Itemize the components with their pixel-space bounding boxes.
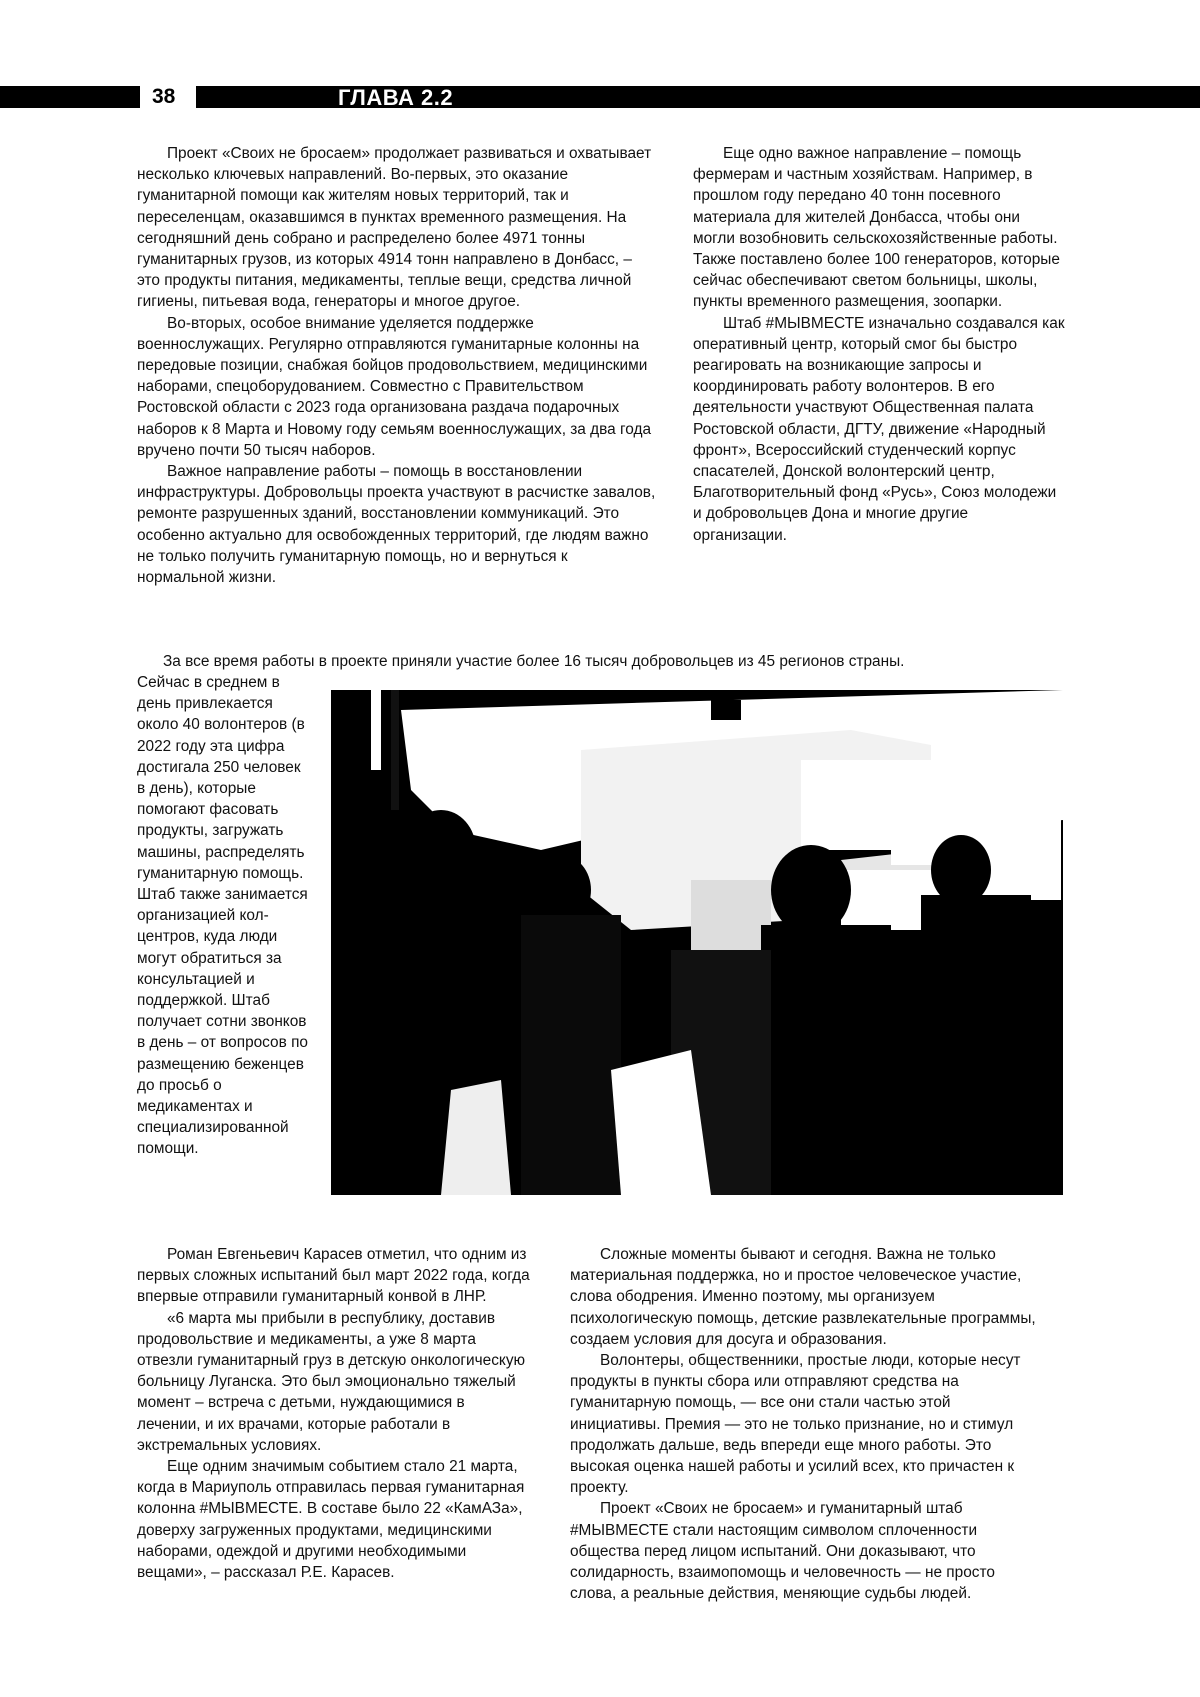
paragraph: Волонтеры, общественники, простые люди, которые несут продукты в пункты сбора или отправляют средства на гуманитарную помощь, — все они стали частью этой инициативы. Премия — это не только признание, но и стимул продолжать дальше, ведь впереди еще много работы. Это высокая оценка нашей работы и усилий всех, кто причастен к проекту. bbox=[570, 1352, 1021, 1497]
paragraph: Проект «Своих не бросаем» и гуманитарный штаб #МЫВМЕСТЕ стали настоящим символом сплоченности общества перед лицом испытаний. Они доказывают, что солидарность, взаимопомощь и человечность — не просто слова, а реальные действия, меняющие судьбы людей. bbox=[570, 1500, 995, 1603]
header-bar-right bbox=[196, 86, 1200, 108]
paragraph: Проект «Своих не бросаем» продолжает развиваться и охватывает несколько ключевых направлений. Во-первых, это оказание гуманитарной помощи как жителям новых территорий, так и переселенцам, оказавшимся в пунктах временного размещения. На сегодняшний день собрано и распределено более 4971 тонны гуманитарных грузов, из которых 4914 тонн направлено в Донбасс, – это продукты питания, медикаменты, теплые вещи, средства личной гигиены, питьевая вода, генераторы и многое другое. bbox=[137, 145, 652, 311]
paragraph: Роман Евгеньевич Карасев отметил, что одним из первых сложных испытаний был март 2022 года, когда впервые отправили гуманитарный конвой в ЛНР. bbox=[137, 1246, 530, 1306]
article-column-bottom-left bbox=[137, 1244, 532, 1583]
article-column-top-left bbox=[137, 143, 657, 588]
paragraph: Во-вторых, особое внимание уделяется поддержке военнослужащих. Регулярно отправляются гуманитарные колонны на передовые позиции, снабжая бойцов продовольствием, медицинскими наборами, спецоборудованием. Совместно с Правительством Ростовской области с 2023 года организована раздача подарочных наборов к 8 Марта и Новому году семьям военнослужащих, за два года вручено почти 50 тысяч наборов. bbox=[137, 314, 651, 459]
sidebar-lead-sentence: За все время работы в проекте приняли участие более 16 тысяч добровольцев из 45 регионов страны. bbox=[163, 653, 905, 670]
paragraph: Еще одним значимым событием стало 21 марта, когда в Мариуполь отправилась первая гуманитарная колонна #МЫВМЕСТЕ. В составе было 22 «КамАЗа», доверху загруженных продуктами, медицинскими наборами, одеждой и другими необходимыми вещами», – рассказал Р.Е. Карасев. bbox=[137, 1458, 525, 1582]
header-bar-left bbox=[0, 86, 140, 108]
paragraph: Сложные моменты бывают и сегодня. Важна не только материальная поддержка, но и простое человеческое участие, слова ободрения. Именно поэтому, мы организуем психологическую помощь, детские развлекательные программы, создаем условия для досуга и образования. bbox=[570, 1246, 1036, 1348]
article-column-top-right bbox=[693, 143, 1065, 546]
page-header bbox=[0, 86, 1200, 108]
paragraph: Важное направление работы – помощь в восстановлении инфраструктуры. Добровольцы проекта участвуют в расчистке завалов, ремонте разрушенных зданий, восстановлении коммуникаций. Это особенно актуально для освобожденных территорий, где людям важно не только получить гуманитарную помощь, но и вернуться к нормальной жизни. bbox=[137, 463, 656, 587]
volunteers-photo bbox=[331, 690, 1063, 1195]
photo-illustration bbox=[331, 690, 1063, 1195]
page-number: 38 bbox=[152, 85, 176, 108]
paragraph: Еще одно важное направление – помощь фермерам и частным хозяйствам. Например, в прошлом году передано 40 тонн посевного материала для жителей Донбасса, чтобы они могли возобновить сельскохозяйственные работы. Также поставлено более 100 генераторов, которые сейчас обеспечивают светом больницы, школы, пункты временного размещения, зоопарки. bbox=[693, 145, 1060, 311]
paragraph: «6 марта мы прибыли в республику, доставив продовольствие и медикаменты, а уже 8 марта отвезли гуманитарный груз в детскую онкологическую больницу Луганска. Это был эмоционально тяжелый момент – встреча с детьми, нуждающимися в лечении, и их врачами, которые работали в экстремальных условиях. bbox=[137, 1309, 526, 1454]
article-column-bottom-right bbox=[570, 1244, 1040, 1604]
chapter-title: ГЛАВА 2.2 bbox=[338, 85, 454, 110]
paragraph: Штаб #МЫВМЕСТЕ изначально создавался как оперативный центр, который смог бы быстро реагировать на возникающие запросы и координировать работу волонтеров. В его деятельности участвуют Общественная палата Ростовской области, ДГТУ, движение «Народный фронт», Всероссийский студенческий корпус спасателей, Донской волонтерский центр, Благотворительный фонд «Русь», Союз молодежи и добровольцев Дона и многие другие организации. bbox=[693, 314, 1065, 544]
sidebar-text: Сейчас в среднем в день привлекается около 40 волонтеров (в 2022 году эта цифра достигала 250 человек в день), которые помогают фасовать продукты, загружать машины, распределять гуманитарную помощь. Штаб также занимается организацией кол-центров, куда люди могут обратиться за консультацией и поддержкой. Штаб получает сотни звонков в день – от вопросов по размещению беженцев до просьб о медикаментах и специализированной помощи. bbox=[137, 674, 308, 1158]
